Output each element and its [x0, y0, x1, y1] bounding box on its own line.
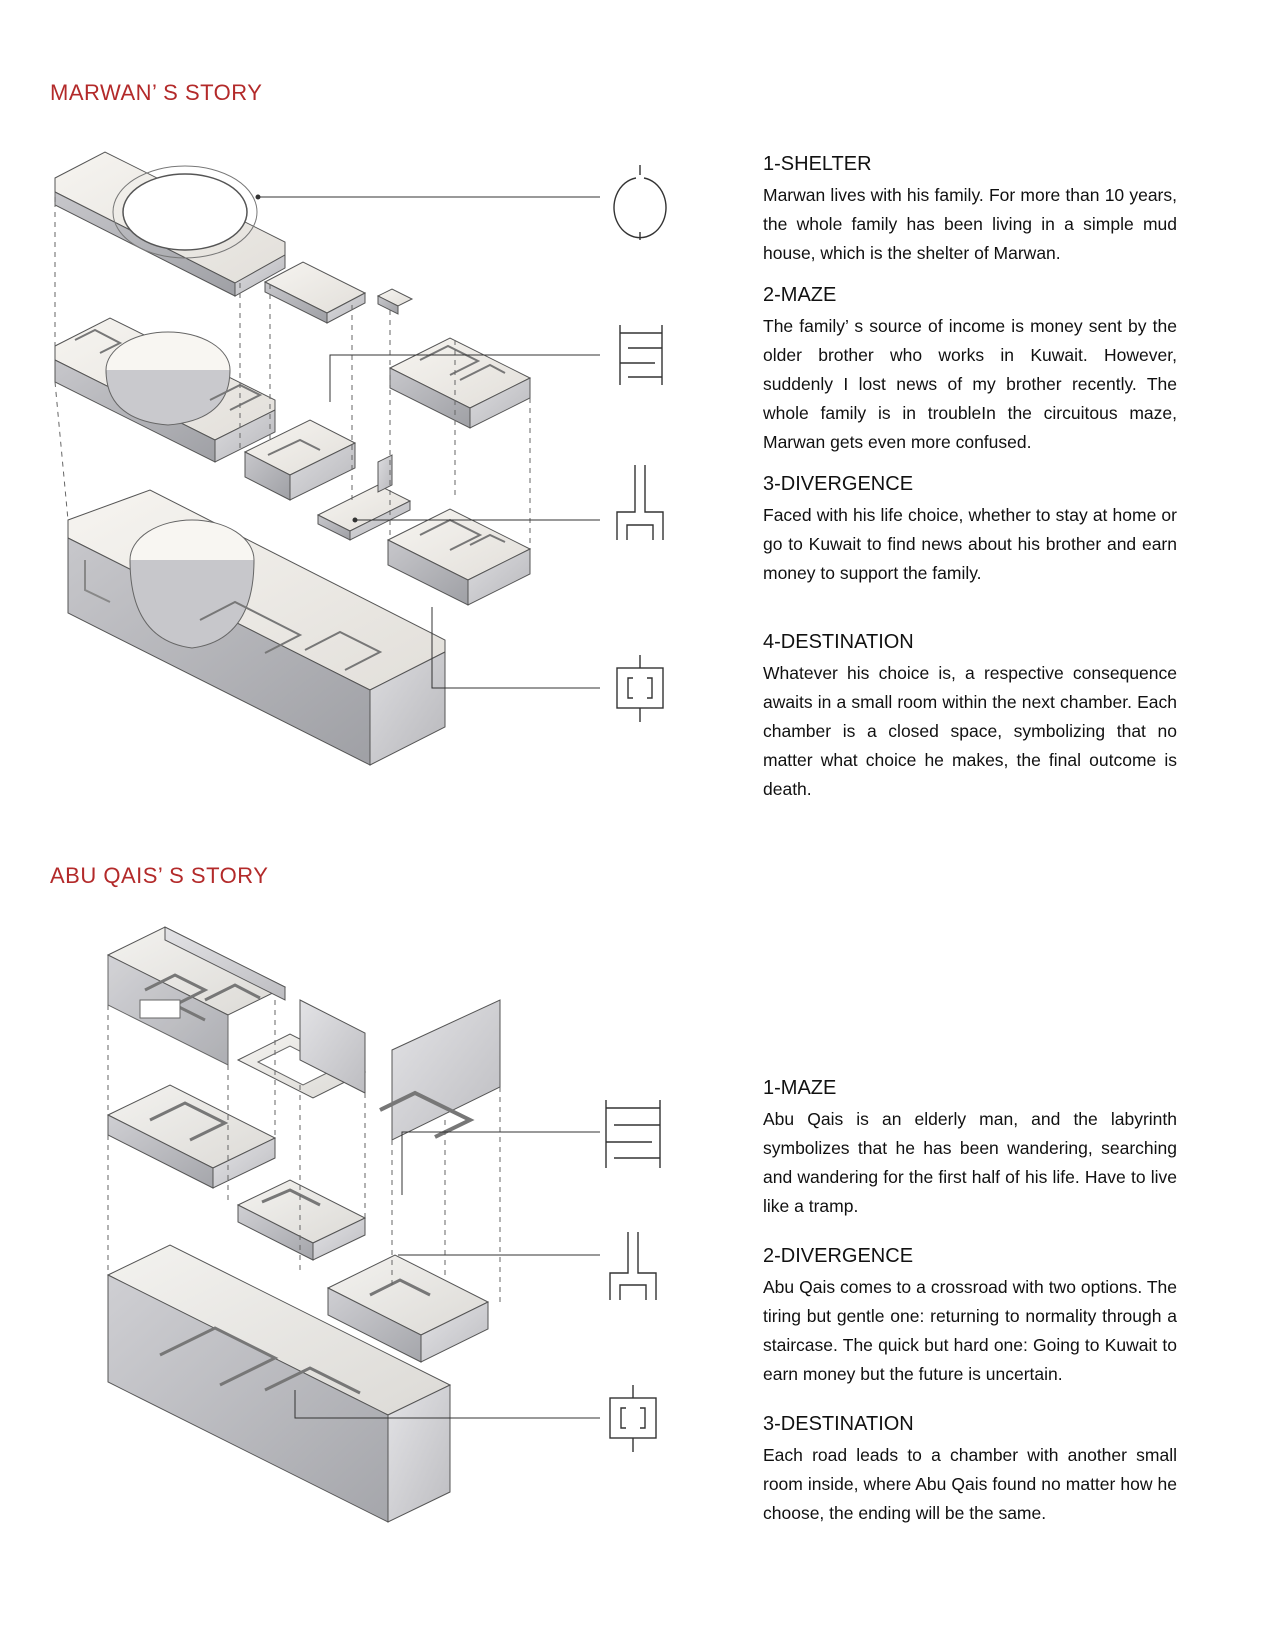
abu-qais-text-maze: Abu Qais is an elderly man, and the labyrinth symbolizes that he has been wandering, searching and wandering for the first half of his life. Have to live like a tramp.: [763, 1109, 1177, 1216]
abu-qais-maze-layer: [108, 927, 285, 1065]
abu-qais-middle-left: [108, 1085, 275, 1188]
marwan-heading-shelter: 1-SHELTER: [763, 153, 872, 175]
marwan-text-shelter: Marwan lives with his family. For more than 10 years, the whole family has been living in a simple mud house, which is the shelter of Marwan.: [763, 185, 1177, 263]
abu-qais-divergence-symbol-icon: [610, 1232, 656, 1300]
abu-qais-item-divergence: [763, 1243, 1177, 1389]
abu-qais-heading-divergence: 2-DIVERGENCE: [763, 1245, 914, 1267]
marwan-item-shelter: [763, 151, 1177, 268]
marwan-text-maze: The family’ s source of income is money sent by the older brother who works in Kuwait. However, suddenly I lost news of my brother recently. The whole family is in troubleIn the circuitous maze, Marwan gets even more confused.: [763, 316, 1177, 452]
abu-qais-destination-symbol-icon: [610, 1385, 656, 1452]
marwan-heading-maze: 2-MAZE: [763, 284, 837, 306]
abu-qais-maze-symbol-icon: [606, 1100, 660, 1168]
marwan-story-title: MARWAN’ S STORY: [50, 80, 263, 105]
abu-qais-story-title: ABU QAIS’ S STORY: [50, 863, 269, 888]
abu-qais-item-maze: [763, 1075, 1177, 1221]
abu-qais-text-destination: Each road leads to a chamber with another small room inside, where Abu Qais found no matter how he choose, the ending will be the same.: [763, 1445, 1177, 1523]
marwan-item-divergence: [763, 471, 1177, 588]
abu-qais-l-wall: [380, 1000, 500, 1140]
abu-qais-item-destination: [763, 1411, 1177, 1528]
marwan-heading-divergence: 3-DIVERGENCE: [763, 473, 914, 495]
abu-qais-heading-maze: 1-MAZE: [763, 1077, 837, 1099]
marwan-text-destination: Whatever his choice is, a respective consequence awaits in a small room within the next chamber. Each chamber is a closed space, symbolizing that no matter what choice he makes, the final outcome is death.: [763, 663, 1177, 799]
marwan-item-maze: [763, 282, 1177, 457]
abu-qais-heading-destination: 3-DESTINATION: [763, 1413, 914, 1435]
abu-qais-text-divergence: Abu Qais comes to a crossroad with two options. The tiring but gentle one: returning to normality through a staircase. The quick but hard one: Going to Kuwait to earn money but the future is uncertain.: [763, 1277, 1177, 1384]
abu-qais-maze-ring: [238, 1000, 365, 1098]
abu-qais-middle-center: [238, 1180, 365, 1260]
marwan-text-divergence: Faced with his life choice, whether to stay at home or go to Kuwait to find news about his brother and earn money to support the family.: [763, 505, 1177, 583]
marwan-heading-destination: 4-DESTINATION: [763, 631, 914, 653]
marwan-item-destination: [763, 629, 1177, 804]
